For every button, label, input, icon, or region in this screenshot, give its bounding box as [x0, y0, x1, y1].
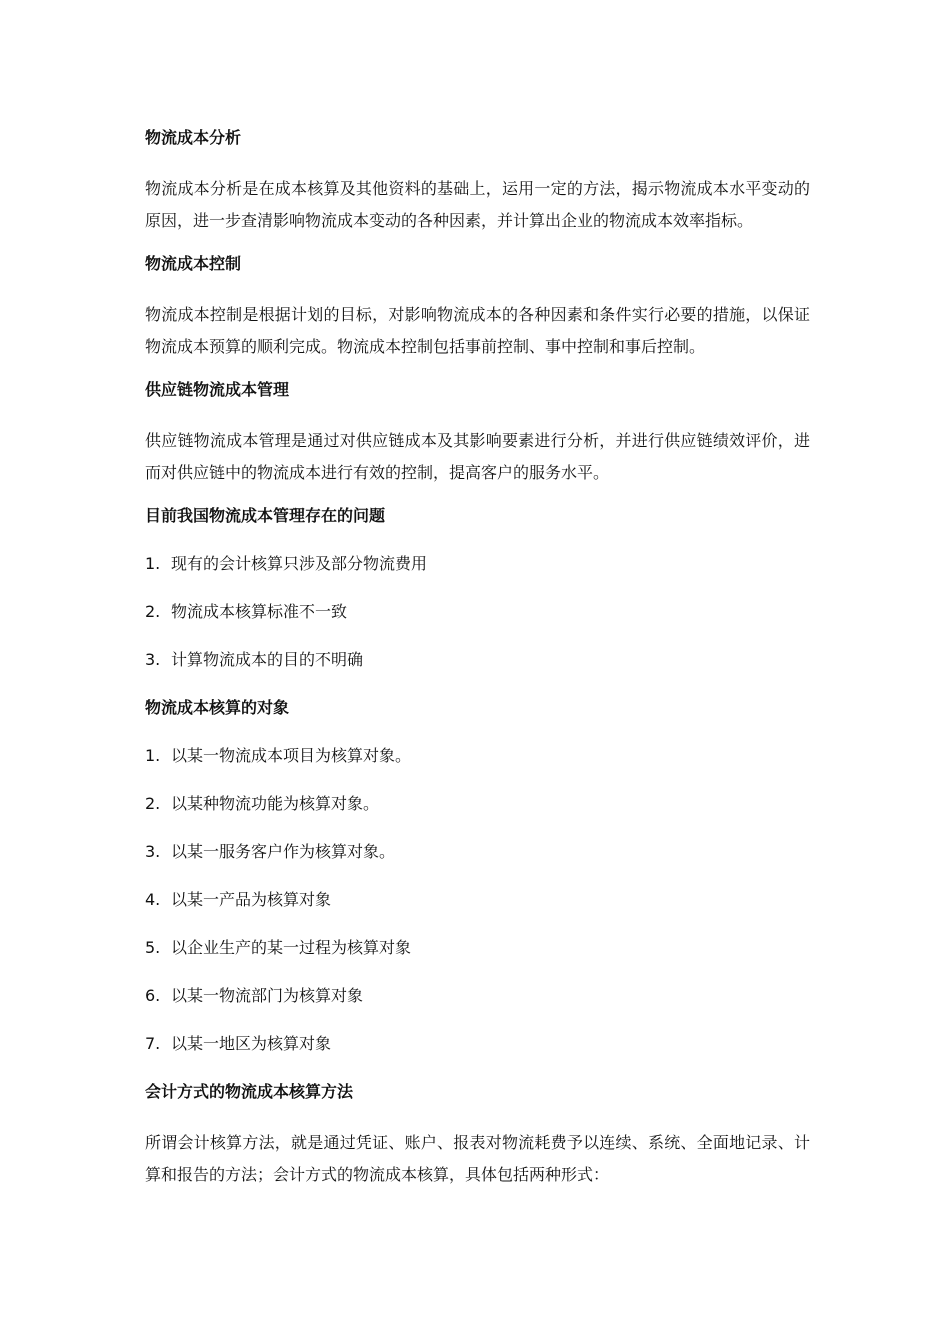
list-item — [145, 791, 810, 817]
accounting-objects-list — [145, 743, 810, 1057]
list-item-text: 以某一服务客户作为核算对象。 — [171, 842, 396, 861]
list-item-text: 物流成本核算标准不一致 — [171, 602, 348, 621]
section-paragraph-supply-chain: 供应链物流成本管理是通过对供应链成本及其影响要素进行分析，并进行供应链绩效评价，进而对供应链中的物流成本进行有效的控制，提高客户的服务水平。 — [145, 431, 810, 482]
list-item-text: 以某一地区为核算对象 — [171, 1034, 332, 1053]
section-heading-accounting-objects: 物流成本核算的对象 — [145, 698, 290, 717]
section-heading-cost-analysis: 物流成本分析 — [145, 128, 242, 147]
list-item-number: 5. — [145, 938, 161, 957]
list-item-text: 计算物流成本的目的不明确 — [171, 650, 364, 669]
section-paragraph-cost-control: 物流成本控制是根据计划的目标，对影响物流成本的各种因素和条件实行必要的措施，以保证物流成本预算的顺利完成。物流成本控制包括事前控制、事中控制和事后控制。 — [145, 305, 810, 356]
list-item-text: 以某一产品为核算对象 — [171, 890, 332, 909]
list-item-text: 以某种物流功能为核算对象。 — [171, 794, 380, 813]
list-item-number: 2. — [145, 602, 161, 621]
list-item — [145, 887, 810, 913]
list-item-number: 2. — [145, 794, 161, 813]
list-item-number: 1. — [145, 554, 161, 573]
list-item — [145, 647, 810, 673]
problems-list — [145, 551, 810, 673]
list-item — [145, 551, 810, 577]
list-item — [145, 1031, 810, 1057]
list-item-number: 3. — [145, 842, 161, 861]
section-heading-problems: 目前我国物流成本管理存在的问题 — [145, 506, 386, 525]
section-heading-accounting-method: 会计方式的物流成本核算方法 — [145, 1082, 354, 1101]
section-paragraph-accounting-method: 所谓会计核算方法，就是通过凭证、账户、报表对物流耗费予以连续、系统、全面地记录、计算和报告的方法；会计方式的物流成本核算，具体包括两种形式： — [145, 1133, 810, 1184]
list-item — [145, 983, 810, 1009]
list-item — [145, 935, 810, 961]
section-paragraph-cost-analysis: 物流成本分析是在成本核算及其他资料的基础上，运用一定的方法，揭示物流成本水平变动的原因，进一步查清影响物流成本变动的各种因素，并计算出企业的物流成本效率指标。 — [145, 179, 810, 230]
list-item-text: 以企业生产的某一过程为核算对象 — [171, 938, 412, 957]
list-item-number: 4. — [145, 890, 161, 909]
list-item — [145, 839, 810, 865]
section-heading-cost-control: 物流成本控制 — [145, 254, 242, 273]
list-item-number: 7. — [145, 1034, 161, 1053]
list-item-text: 以某一物流成本项目为核算对象。 — [171, 746, 412, 765]
list-item-number: 6. — [145, 986, 161, 1005]
list-item — [145, 743, 810, 769]
list-item-text: 现有的会计核算只涉及部分物流费用 — [171, 554, 428, 573]
document-content — [145, 125, 810, 1205]
list-item-text: 以某一物流部门为核算对象 — [171, 986, 364, 1005]
list-item-number: 1. — [145, 746, 161, 765]
list-item — [145, 599, 810, 625]
list-item-number: 3. — [145, 650, 161, 669]
section-heading-supply-chain: 供应链物流成本管理 — [145, 380, 290, 399]
